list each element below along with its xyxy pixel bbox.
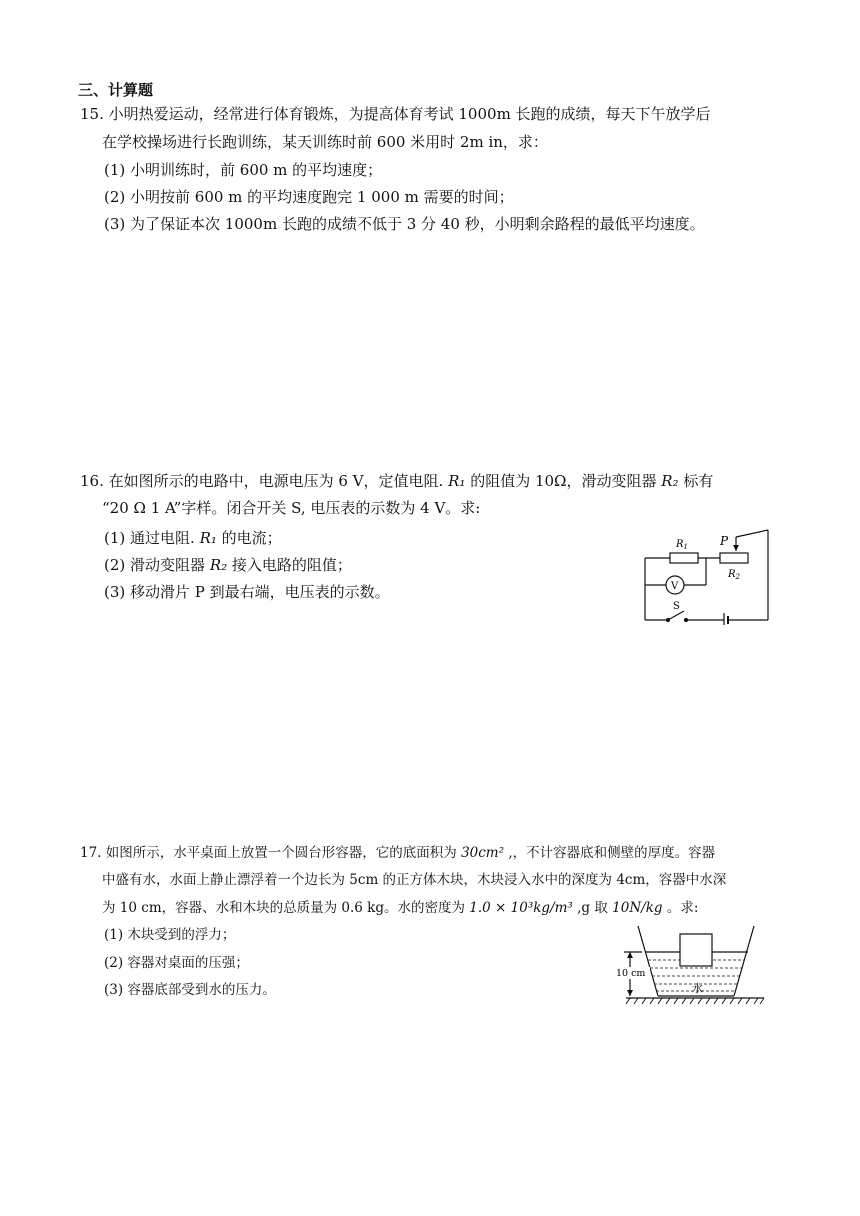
water-label: 水 bbox=[692, 982, 703, 995]
depth-label: 10 cm bbox=[616, 968, 646, 979]
r1-symbol: R₁ bbox=[448, 472, 466, 490]
svg-text:P: P bbox=[720, 534, 729, 548]
q17-sub1: (1) 木块受到的浮力； bbox=[104, 927, 236, 943]
q16-sub1: (1) 通过电阻. R₁ 的电流； bbox=[104, 529, 282, 547]
circuit-diagram bbox=[640, 525, 774, 625]
resistor-r2 bbox=[720, 553, 748, 563]
svg-text:R2: $R_2$ bbox=[728, 569, 740, 581]
switch-s bbox=[668, 611, 684, 620]
base-area: 30cm² bbox=[461, 845, 505, 861]
r2-symbol: R₂ bbox=[661, 472, 679, 490]
section-title: 三、计算题 bbox=[78, 81, 154, 99]
svg-text:V: V bbox=[671, 581, 679, 592]
q17-sub2: (2) 容器对桌面的压强； bbox=[104, 955, 249, 971]
q16-stem-line1: 16. 在如图所示的电路中，电源电压为 6 V，定值电阻. R₁ 的阻值为 10Ω，滑动变阻器 R₂ 标有 bbox=[80, 472, 714, 490]
q16-sub2: (2) 滑动变阻器 R₂ 接入电路的阻值； bbox=[104, 556, 352, 574]
q15-stem-line2: 在学校操场进行长跑训练，某天训练时前 600 米用时 2m in，求： bbox=[102, 133, 548, 151]
container-diagram bbox=[612, 922, 772, 1008]
water-density: 1.0 × 10³kg/m³ bbox=[469, 900, 573, 916]
q15-sub2: (2) 小明按前 600 m 的平均速度跑完 1 000 m 需要的时间； bbox=[104, 188, 514, 206]
wooden-block bbox=[680, 934, 712, 966]
q16-stem-line2: “20 Ω 1 A”字样。闭合开关 S, 电压表的示数为 4 V。求: bbox=[102, 499, 481, 517]
q15-stem-line1: 15. 小明热爱运动，经常进行体育锻炼，为提高体育考试 1000m 长跑的成绩，每天下午放学后 bbox=[80, 105, 711, 123]
svg-text:R1: $R_1$ bbox=[676, 539, 688, 551]
svg-text:S: S bbox=[673, 601, 680, 612]
q16-sub3: (3) 移动滑片 P 到最右端，电压表的示数。 bbox=[104, 583, 390, 601]
q17-stem-line1: 17. 如图所示，水平桌面上放置一个圆台形容器，它的底面积为 30cm² ,，不计容器底和侧壁的厚度。容器 bbox=[80, 845, 716, 861]
gravity-value: 10N/kg bbox=[612, 900, 663, 916]
q17-stem-line3: 为 10 cm，容器、水和木块的总质量为 0.6 kg。水的密度为 1.0 × 10³kg/m³ ,g 取 10N/kg 。求: bbox=[102, 900, 699, 916]
q17-stem-line2: 中盛有水，水面上静止漂浮着一个边长为 5cm 的正方体木块，木块浸入水中的深度为 4cm，容器中水深 bbox=[102, 872, 727, 888]
resistor-r1 bbox=[670, 553, 698, 563]
q17-sub3: (3) 容器底部受到水的压力。 bbox=[104, 982, 276, 998]
q15-sub1: (1) 小明训练时，前 600 m 的平均速度； bbox=[104, 161, 383, 179]
q15-sub3: (3) 为了保证本次 1000m 长跑的成绩不低于 3 分 40 秒，小明剩余路程的最低平均速度。 bbox=[104, 215, 705, 233]
